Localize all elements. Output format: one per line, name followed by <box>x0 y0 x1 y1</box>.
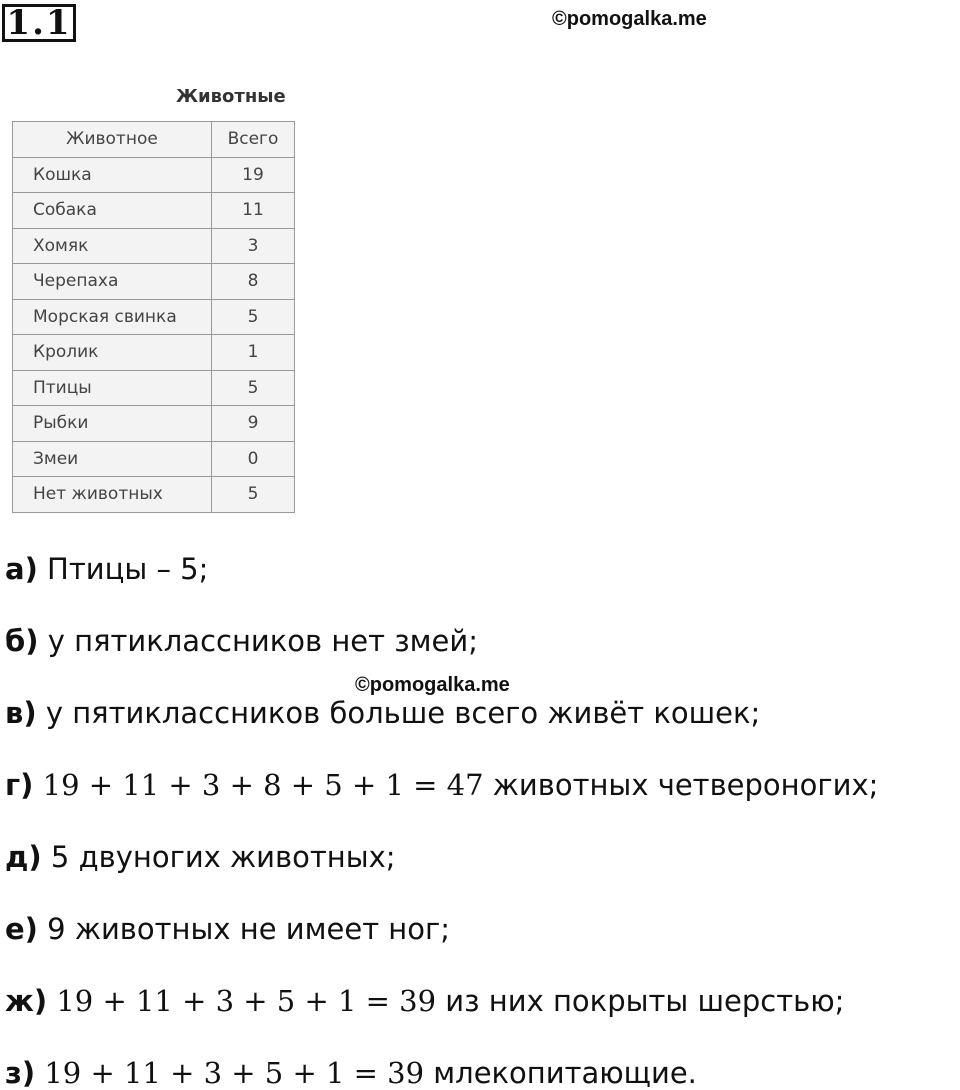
answer-text: 5 двуногих животных; <box>41 840 396 874</box>
animal-name-cell: Птицы <box>13 370 212 406</box>
answer-text: у пятиклассников больше всего живёт кошек; <box>36 696 761 730</box>
table-row <box>13 264 295 300</box>
column-header-total: Всего <box>212 122 295 158</box>
answer-letter: з) <box>5 1056 36 1090</box>
animal-name-cell: Змеи <box>13 441 212 477</box>
answer-line <box>5 696 760 730</box>
animal-name-cell: Собака <box>13 193 212 229</box>
answer-text: животных четвероногих; <box>483 768 879 802</box>
answer-letter: г) <box>5 768 34 802</box>
answer-text: млекопитающие. <box>424 1056 697 1090</box>
task-number: 1.1 <box>2 4 76 42</box>
animal-count-cell: 3 <box>212 228 295 264</box>
animal-name-cell: Кролик <box>13 335 212 371</box>
table-row <box>13 441 295 477</box>
watermark-middle: ©pomogalka.me <box>355 674 510 696</box>
animal-count-cell: 0 <box>212 441 295 477</box>
column-header-animal: Животное <box>13 122 212 158</box>
animal-count-cell: 5 <box>212 370 295 406</box>
answer-letter: б) <box>5 624 39 658</box>
animals-table <box>12 121 295 513</box>
answer-line <box>5 912 450 946</box>
answer-letter: д) <box>5 840 42 874</box>
answer-letter: в) <box>5 696 37 730</box>
animal-name-cell: Нет животных <box>13 477 212 513</box>
table-row <box>13 228 295 264</box>
answer-text: 9 животных не имеет ног; <box>37 912 451 946</box>
animal-name-cell: Морская свинка <box>13 299 212 335</box>
animal-count-cell: 19 <box>212 157 295 193</box>
answer-math: 19 + 11 + 3 + 8 + 5 + 1 = 47 <box>33 768 484 802</box>
answer-text: из них покрыты шерстью; <box>436 984 845 1018</box>
table-row <box>13 477 295 513</box>
table-row <box>13 335 295 371</box>
answer-letter: ж) <box>5 984 48 1018</box>
answer-math: 19 + 11 + 3 + 5 + 1 = 39 <box>47 984 437 1018</box>
answer-text: Птицы – 5; <box>37 552 209 586</box>
table-row <box>13 157 295 193</box>
answer-line <box>5 840 396 874</box>
animal-count-cell: 8 <box>212 264 295 300</box>
animal-name-cell: Рыбки <box>13 406 212 442</box>
animal-count-cell: 5 <box>212 477 295 513</box>
animal-count-cell: 1 <box>212 335 295 371</box>
animal-count-cell: 9 <box>212 406 295 442</box>
watermark: ©pomogalka.me <box>552 8 707 30</box>
answer-letter: а) <box>5 552 38 586</box>
table-row <box>13 299 295 335</box>
animal-name-cell: Кошка <box>13 157 212 193</box>
answer-line <box>5 984 844 1018</box>
animal-name-cell: Хомяк <box>13 228 212 264</box>
table-row <box>13 406 295 442</box>
answer-line <box>5 768 878 802</box>
answer-letter: е) <box>5 912 38 946</box>
answer-line <box>5 552 208 586</box>
table-row <box>13 193 295 229</box>
animal-count-cell: 11 <box>212 193 295 229</box>
answer-text: у пятиклассников нет змей; <box>38 624 479 658</box>
table-row <box>13 370 295 406</box>
table-title: Животные <box>176 86 286 107</box>
animal-name-cell: Черепаха <box>13 264 212 300</box>
table-header-row <box>13 122 295 158</box>
answer-line <box>5 624 478 658</box>
animal-count-cell: 5 <box>212 299 295 335</box>
answer-math: 19 + 11 + 3 + 5 + 1 = 39 <box>35 1056 425 1090</box>
